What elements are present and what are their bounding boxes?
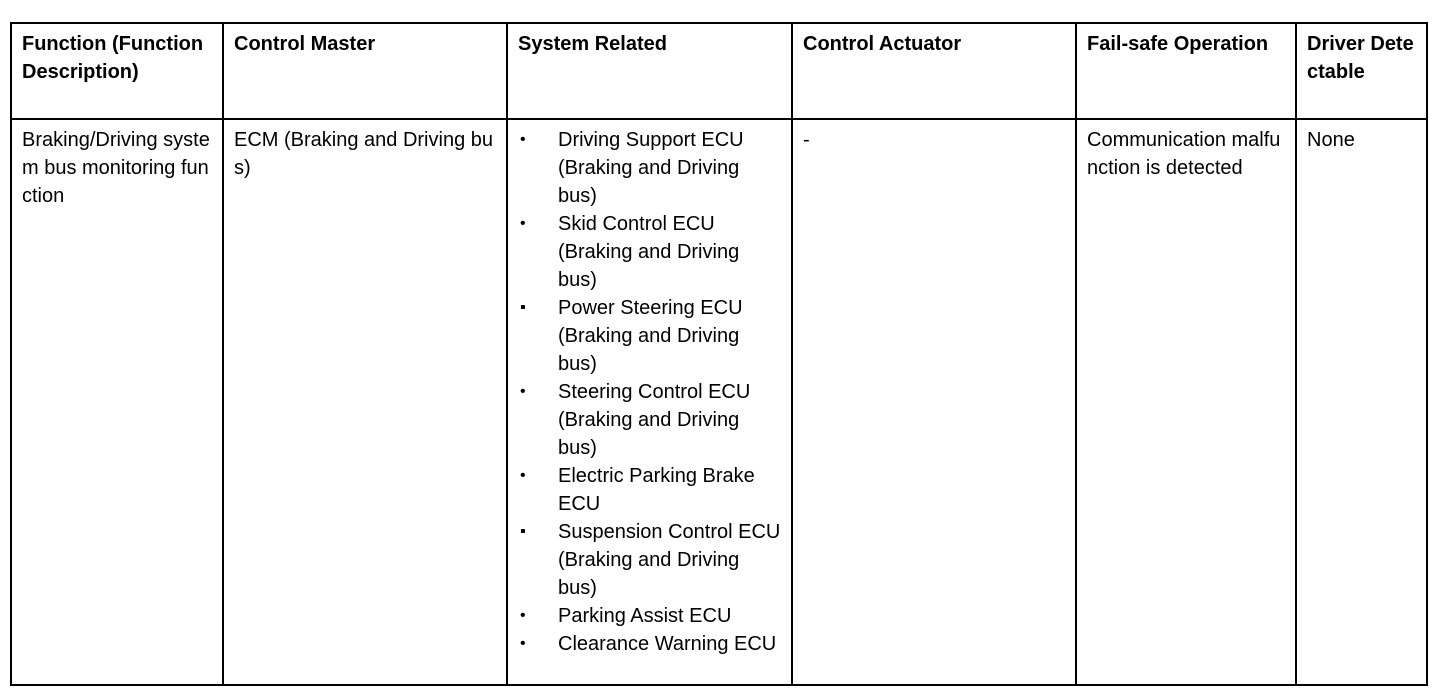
bullet-icon: • [520,131,526,148]
list-item [518,630,781,658]
bullet-icon: • [520,383,526,400]
table-row [11,119,1427,685]
list-item-text: Driving Support ECU (Braking and Driving bus) [558,129,744,207]
header-driver-detectable: Driver Detectable [1296,23,1427,119]
header-system-related: System Related [507,23,792,119]
list-item [518,294,781,378]
bullet-icon: • [520,635,526,652]
header-control-actuator: Control Actuator [792,23,1076,119]
bullet-icon: • [520,215,526,232]
cell-system-related [507,119,792,685]
list-item-text: Electric Parking Brake ECU [558,465,755,515]
cell-control-master: ECM (Braking and Driving bus) [223,119,507,685]
function-specification-table [10,22,1428,686]
list-item-text: Clearance Warning ECU [558,633,777,655]
header-row [11,23,1427,119]
list-item [518,518,781,602]
bullet-icon: ▪ [520,523,526,540]
header-fail-safe: Fail-safe Operation [1076,23,1296,119]
bullet-icon: • [520,607,526,624]
bullet-icon: • [520,467,526,484]
list-item [518,462,781,518]
list-item [518,602,781,630]
list-item-text: Suspension Control ECU (Braking and Driving bus) [558,521,781,599]
system-related-list [518,126,781,658]
list-item-text: Skid Control ECU (Braking and Driving bus) [558,213,740,291]
cell-driver-detectable: None [1296,119,1427,685]
list-item-text: Steering Control ECU (Braking and Driving bus) [558,381,751,459]
bullet-icon: ▪ [520,299,526,316]
list-item-text: Power Steering ECU (Braking and Driving bus) [558,297,743,375]
cell-control-actuator: - [792,119,1076,685]
list-item [518,378,781,462]
header-function: Function (Function Description) [11,23,223,119]
list-item [518,126,781,210]
cell-function: Braking/Driving system bus monitoring function [11,119,223,685]
list-item [518,210,781,294]
list-item-text: Parking Assist ECU [558,605,732,627]
cell-fail-safe: Communication malfunction is detected [1076,119,1296,685]
header-control-master: Control Master [223,23,507,119]
